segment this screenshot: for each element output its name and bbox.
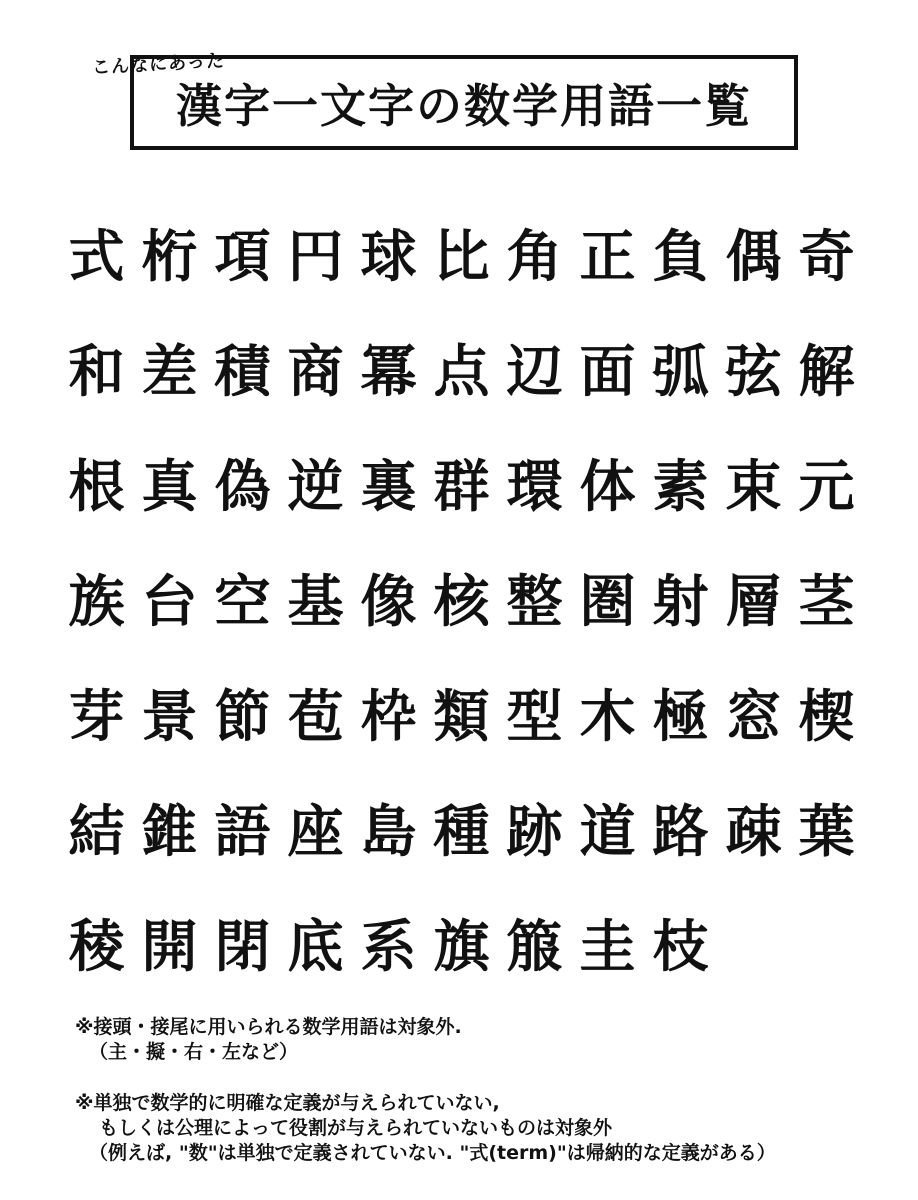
subtitle: こんなにあった: [91, 50, 226, 79]
kanji-term: 元: [798, 453, 855, 520]
note-2-line-1: ※単独で数学的に明確な定義が与えられていない,: [75, 1092, 500, 1114]
kanji-term: 偽: [214, 453, 271, 520]
kanji-term: 稜: [68, 913, 125, 980]
kanji-term: 圏: [579, 568, 636, 635]
kanji-term: 真: [141, 453, 198, 520]
kanji-term: 跡: [506, 798, 563, 865]
kanji-term: 桁: [141, 223, 198, 290]
note-1-line-2: （主・擬・右・左など）: [89, 1041, 299, 1063]
page-title: 漢字一文字の数学用語一覧: [176, 78, 752, 133]
kanji-term: 層: [725, 568, 782, 635]
kanji-term: 類: [433, 683, 490, 750]
kanji-term: 底: [287, 913, 344, 980]
kanji-term: 奇: [798, 223, 855, 290]
kanji-term: 体: [579, 453, 636, 520]
kanji-term: 積: [214, 338, 271, 405]
kanji-term: 茎: [798, 568, 855, 635]
kanji-term: 路: [652, 798, 709, 865]
kanji-term: 窓: [725, 683, 782, 750]
kanji-term: 葉: [798, 798, 855, 865]
note-2-line-2: もしくは公理によって役割が与えられていないものは対象外: [99, 1117, 613, 1139]
kanji-term: 束: [725, 453, 782, 520]
notes: [75, 1015, 776, 1166]
kanji-term: 辺: [506, 338, 563, 405]
kanji-term: 角: [506, 223, 563, 290]
kanji-term: 負: [652, 223, 709, 290]
kanji-term: 比: [433, 223, 490, 290]
kanji-term: 差: [141, 338, 198, 405]
kanji-term: 像: [360, 568, 417, 635]
kanji-term: 結: [68, 798, 125, 865]
kanji-term: 根: [68, 453, 125, 520]
kanji-term: 式: [68, 223, 125, 290]
kanji-term: 解: [798, 338, 855, 405]
kanji-term: 群: [433, 453, 490, 520]
note-1-line-1: ※接頭・接尾に用いられる数学用語は対象外.: [75, 1016, 462, 1038]
kanji-term: 台: [141, 568, 198, 635]
kanji-term: 島: [360, 798, 417, 865]
title-box: [130, 55, 798, 150]
kanji-term: 冪: [360, 338, 417, 405]
kanji-term: 族: [68, 568, 125, 635]
kanji-term: 箙: [506, 913, 563, 980]
kanji-term: 語: [214, 798, 271, 865]
kanji-term: 核: [433, 568, 490, 635]
kanji-term: 円: [287, 223, 344, 290]
kanji-term: 錐: [141, 798, 198, 865]
kanji-term: 圭: [579, 913, 636, 980]
kanji-term: 環: [506, 453, 563, 520]
kanji-term: 種: [433, 798, 490, 865]
kanji-term: 整: [506, 568, 563, 635]
kanji-term: 木: [579, 683, 636, 750]
kanji-term: 素: [652, 453, 709, 520]
kanji-term: 極: [652, 683, 709, 750]
kanji-term: 系: [360, 913, 417, 980]
kanji-term: 閉: [214, 913, 271, 980]
kanji-term: 節: [214, 683, 271, 750]
kanji-term: 道: [579, 798, 636, 865]
note-2-line-3: （例えば, "数"は単独で定義されていない. "式(term)"は帰納的な定義がある）: [89, 1142, 776, 1164]
kanji-term: 景: [141, 683, 198, 750]
kanji-term: 射: [652, 568, 709, 635]
kanji-term: 裏: [360, 453, 417, 520]
kanji-term: 芽: [68, 683, 125, 750]
kanji-term: 楔: [798, 683, 855, 750]
kanji-term: 座: [287, 798, 344, 865]
kanji-term: 空: [214, 568, 271, 635]
kanji-term: 枠: [360, 683, 417, 750]
kanji-term: 基: [287, 568, 344, 635]
kanji-term: 逆: [287, 453, 344, 520]
kanji-term: 点: [433, 338, 490, 405]
kanji-term: 苞: [287, 683, 344, 750]
kanji-term: 和: [68, 338, 125, 405]
kanji-term: 疎: [725, 798, 782, 865]
kanji-term: 開: [141, 913, 198, 980]
kanji-term: 球: [360, 223, 417, 290]
kanji-term: 商: [287, 338, 344, 405]
kanji-term: 正: [579, 223, 636, 290]
kanji-grid: [60, 195, 863, 1000]
kanji-term: 型: [506, 683, 563, 750]
kanji-term: 枝: [652, 913, 709, 980]
kanji-term: 旗: [433, 913, 490, 980]
kanji-term: 面: [579, 338, 636, 405]
kanji-term: 弧: [652, 338, 709, 405]
kanji-term: 弦: [725, 338, 782, 405]
kanji-term: 項: [214, 223, 271, 290]
kanji-term: 偶: [725, 223, 782, 290]
